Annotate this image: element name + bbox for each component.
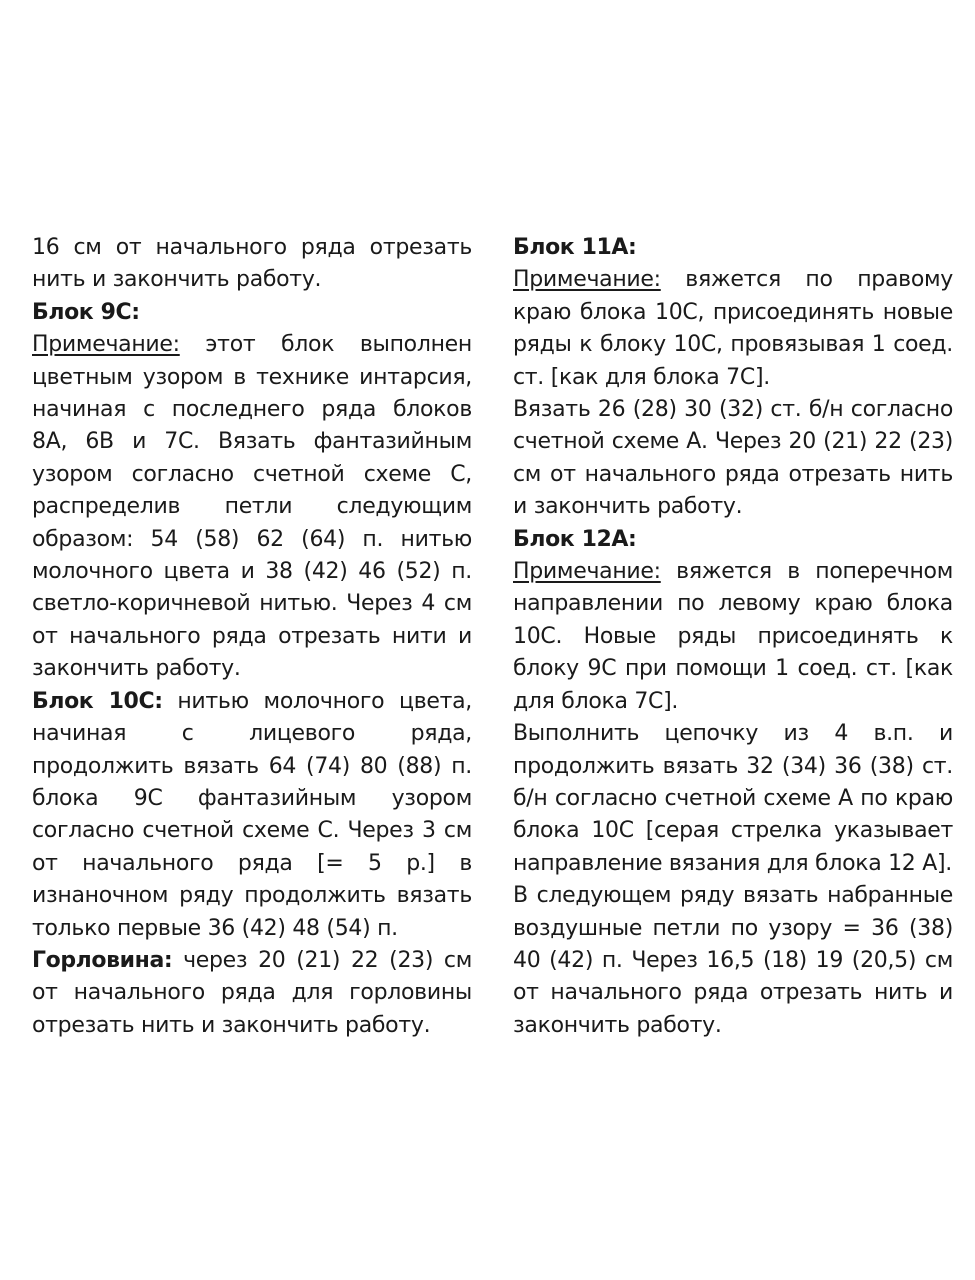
paragraph-continuation: 16 см от начального ряда отрезать нить и закончить работу. [32, 235, 472, 293]
block-12a-text-2: В следующем ряду вязать набранные воздушные петли по узору = 36 (38) 40 (42) п. Через 16,5 (18) 19 (20,5) см от начального ряда отрезать нить и закончить работу. [513, 883, 953, 1038]
block-12a-heading: Блок 12А: [513, 526, 637, 552]
block-10c-paragraph [32, 686, 472, 945]
block-11a-text: Вязать 26 (28) 30 (32) ст. б/н согласно счетной схеме А. Через 20 (21) 22 (23) см от начального ряда отрезать нить и закончить работу. [513, 397, 953, 520]
note-label: Примечание: [513, 267, 661, 293]
left-column [32, 232, 472, 1042]
block-12a-note-text: вяжется в поперечном направлении по левому краю блока 10С. Новые ряды присоединять к блоку 9С при помощи 1 соед. ст. [как для блока 7С]. [513, 559, 953, 714]
neck-paragraph [32, 945, 472, 1042]
block-9c-heading: Блок 9С: [32, 299, 140, 325]
neck-heading: Горловина: [32, 947, 173, 973]
block-10c-heading: Блок 10С: [32, 688, 163, 714]
note-label: Примечание: [513, 559, 661, 585]
block-9c-note [32, 329, 472, 685]
block-11a-note [513, 264, 953, 394]
neck-text: через 20 (21) 22 (23) см от начального ряда для горловины отрезать нить и закончить работу. [32, 947, 472, 1038]
block-11a-heading: Блок 11А: [513, 235, 637, 260]
block-11a-note-text: вяжется по правому краю блока 10С, присоединять новые ряды к блоку 10С, провязывая 1 соед. ст. [как для блока 7С]. [513, 267, 953, 390]
right-column [513, 232, 953, 1042]
block-12a-text-1: Выполнить цепочку из 4 в.п. и продолжить вязать 32 (34) 36 (38) ст. б/н согласно счетной схеме А по краю блока 10С [серая стрелка указывает направление вязания для блока 12 А]. [513, 721, 953, 876]
block-9c-note-text: этот блок выполнен цветным узором в технике интарсия, начиная с последнего ряда блоков 8А, 6В и 7С. Вязать фантазийным узором согласно счетной схеме С, распределив петли следующим образом: 54 (58) 62 (64) п. нитью молочного цвета и 38 (42) 46 (52) п. светло-коричневой нитью. Через 4 см от начального ряда отрезать нити и закончить работу. [32, 332, 472, 682]
block-12a-note [513, 556, 953, 718]
block-10c-text: нитью молочного цвета, начиная с лицевого ряда, продолжить вязать 64 (74) 80 (88) п. блока 9С фантазийным узором согласно счетной схеме С. Через 3 см от начального ряда [= 5 р.] в изнаночном ряду продолжить вязать только первые 36 (42) 48 (54) п. [32, 688, 472, 941]
note-label: Примечание: [32, 332, 180, 358]
